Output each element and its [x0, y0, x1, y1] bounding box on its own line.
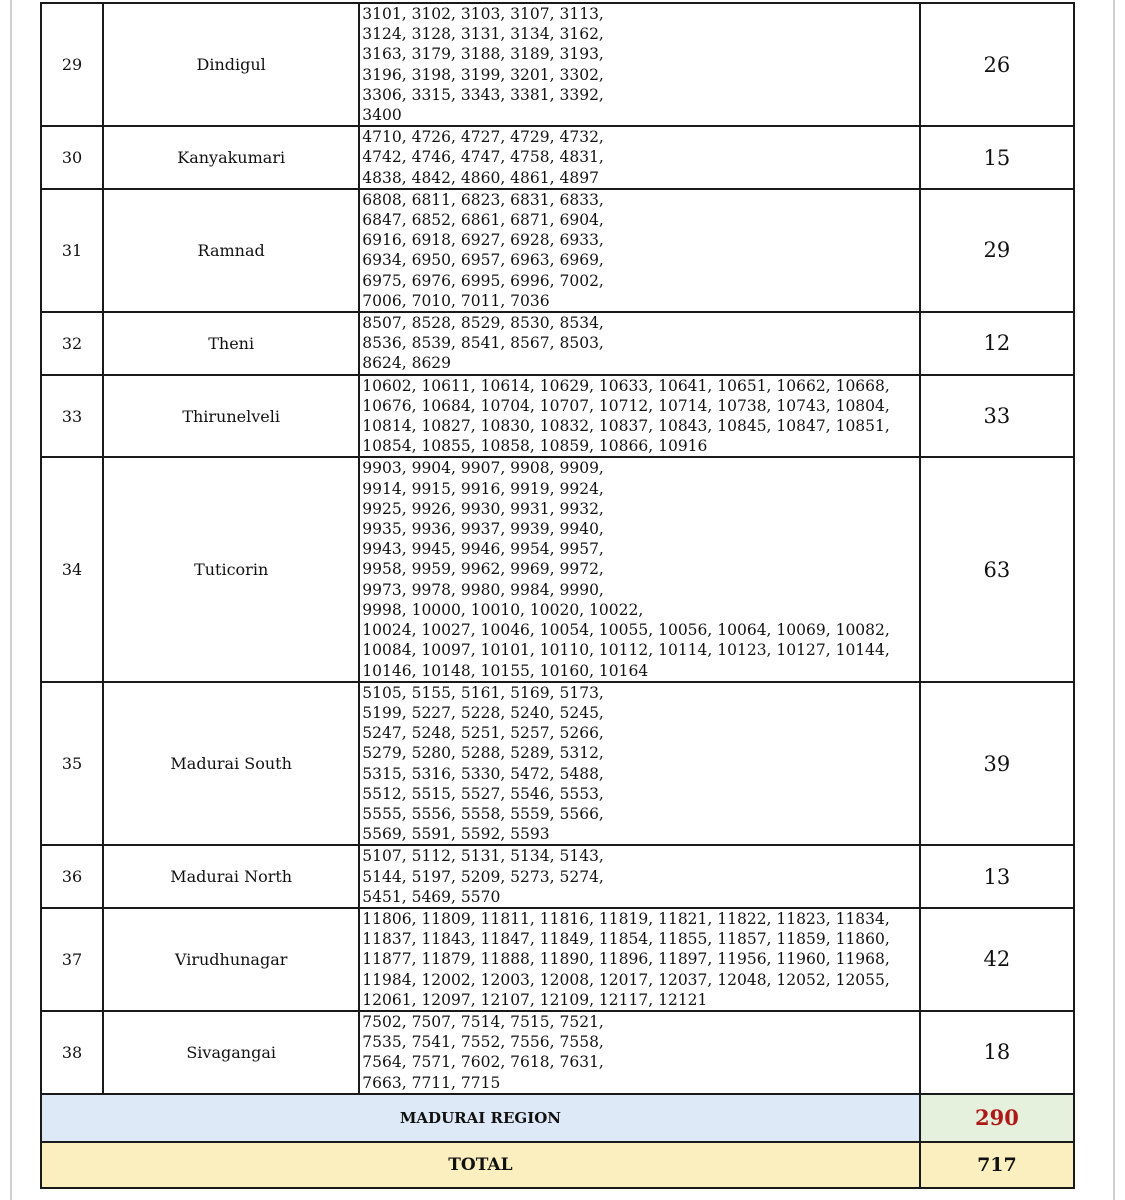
code-list: 6808, 6811, 6823, 6831, 6833, 6847, 6852, 6861, 6871, 6904, 6916, 6918, 6927, 6928, 6933, 6934, 6950, 6957, 6963, 6969, 6975, 6976, 6995, 6996, 7002, 7006, 7010, 7011, 7036 — [359, 189, 920, 312]
serial-number: 31 — [41, 189, 103, 312]
district-name: Madurai North — [103, 845, 359, 908]
region-total: 290 — [920, 1094, 1074, 1142]
code-count: 39 — [920, 682, 1074, 846]
table-row — [41, 375, 1074, 458]
serial-number: 33 — [41, 375, 103, 458]
code-list: 8507, 8528, 8529, 8530, 8534, 8536, 8539, 8541, 8567, 8503, 8624, 8629 — [359, 312, 920, 375]
serial-number: 29 — [41, 3, 103, 126]
district-name: Kanyakumari — [103, 126, 359, 189]
serial-number: 30 — [41, 126, 103, 189]
district-name: Dindigul — [103, 3, 359, 126]
code-count: 15 — [920, 126, 1074, 189]
code-count: 18 — [920, 1011, 1074, 1094]
serial-number: 36 — [41, 845, 103, 908]
page-edge-left — [10, 0, 12, 1200]
district-name: Sivagangai — [103, 1011, 359, 1094]
table-row — [41, 3, 1074, 126]
serial-number: 37 — [41, 908, 103, 1011]
district-table — [40, 2, 1075, 1189]
total-value: 717 — [920, 1142, 1074, 1188]
district-name: Madurai South — [103, 682, 359, 846]
code-list: 9903, 9904, 9907, 9908, 9909, 9914, 9915, 9916, 9919, 9924, 9925, 9926, 9930, 9931, 9932, 9935, 9936, 9937, 9939, 9940, 9943, 9945, 9946, 9954, 9957, 9958, 9959, 9962, 9969, 9972, 9973, 9978, 9980, 9984, 9990, 9998, 10000, 10010, 10020, 10022, 10024, 10027, 10046, 10054, 10055, 10056, 10064, 10069, 10082, 10084, 10097, 10101, 10110, 10112, 10114, 10123, 10127, 10144, 10146, 10148, 10155, 10160, 10164 — [359, 457, 920, 681]
table-row — [41, 312, 1074, 375]
code-count: 29 — [920, 189, 1074, 312]
table-row — [41, 1011, 1074, 1094]
code-list: 11806, 11809, 11811, 11816, 11819, 11821, 11822, 11823, 11834, 11837, 11843, 11847, 11849, 11854, 11855, 11857, 11859, 11860, 11877, 11879, 11888, 11890, 11896, 11897, 11956, 11960, 11968, 11984, 12002, 12003, 12008, 12017, 12037, 12048, 12052, 12055, 12061, 12097, 12107, 12109, 12117, 12121 — [359, 908, 920, 1011]
code-list: 10602, 10611, 10614, 10629, 10633, 10641, 10651, 10662, 10668, 10676, 10684, 10704, 10707, 10712, 10714, 10738, 10743, 10804, 10814, 10827, 10830, 10832, 10837, 10843, 10845, 10847, 10851, 10854, 10855, 10858, 10859, 10866, 10916 — [359, 375, 920, 458]
code-count: 12 — [920, 312, 1074, 375]
table-row — [41, 908, 1074, 1011]
table-row — [41, 126, 1074, 189]
code-count: 63 — [920, 457, 1074, 681]
table-row — [41, 845, 1074, 908]
table-row — [41, 189, 1074, 312]
code-list: 5105, 5155, 5161, 5169, 5173, 5199, 5227, 5228, 5240, 5245, 5247, 5248, 5251, 5257, 5266, 5279, 5280, 5288, 5289, 5312, 5315, 5316, 5330, 5472, 5488, 5512, 5515, 5527, 5546, 5553, 5555, 5556, 5558, 5559, 5566, 5569, 5591, 5592, 5593 — [359, 682, 920, 846]
district-name: Tuticorin — [103, 457, 359, 681]
code-count: 13 — [920, 845, 1074, 908]
grand-total-row — [41, 1142, 1074, 1188]
serial-number: 35 — [41, 682, 103, 846]
table-row — [41, 682, 1074, 846]
code-count: 33 — [920, 375, 1074, 458]
serial-number: 32 — [41, 312, 103, 375]
page-edge-right — [1113, 0, 1115, 1200]
code-count: 26 — [920, 3, 1074, 126]
district-name: Thirunelveli — [103, 375, 359, 458]
serial-number: 38 — [41, 1011, 103, 1094]
region-label: MADURAI REGION — [41, 1094, 920, 1142]
code-count: 42 — [920, 908, 1074, 1011]
code-list: 3101, 3102, 3103, 3107, 3113, 3124, 3128, 3131, 3134, 3162, 3163, 3179, 3188, 3189, 3193, 3196, 3198, 3199, 3201, 3302, 3306, 3315, 3343, 3381, 3392, 3400 — [359, 3, 920, 126]
table-row — [41, 457, 1074, 681]
code-list: 7502, 7507, 7514, 7515, 7521, 7535, 7541, 7552, 7556, 7558, 7564, 7571, 7602, 7618, 7631, 7663, 7711, 7715 — [359, 1011, 920, 1094]
code-list: 4710, 4726, 4727, 4729, 4732, 4742, 4746, 4747, 4758, 4831, 4838, 4842, 4860, 4861, 4897 — [359, 126, 920, 189]
serial-number: 34 — [41, 457, 103, 681]
total-label: TOTAL — [41, 1142, 920, 1188]
district-name: Ramnad — [103, 189, 359, 312]
district-name: Virudhunagar — [103, 908, 359, 1011]
region-summary-row — [41, 1094, 1074, 1142]
code-list: 5107, 5112, 5131, 5134, 5143, 5144, 5197, 5209, 5273, 5274, 5451, 5469, 5570 — [359, 845, 920, 908]
district-name: Theni — [103, 312, 359, 375]
